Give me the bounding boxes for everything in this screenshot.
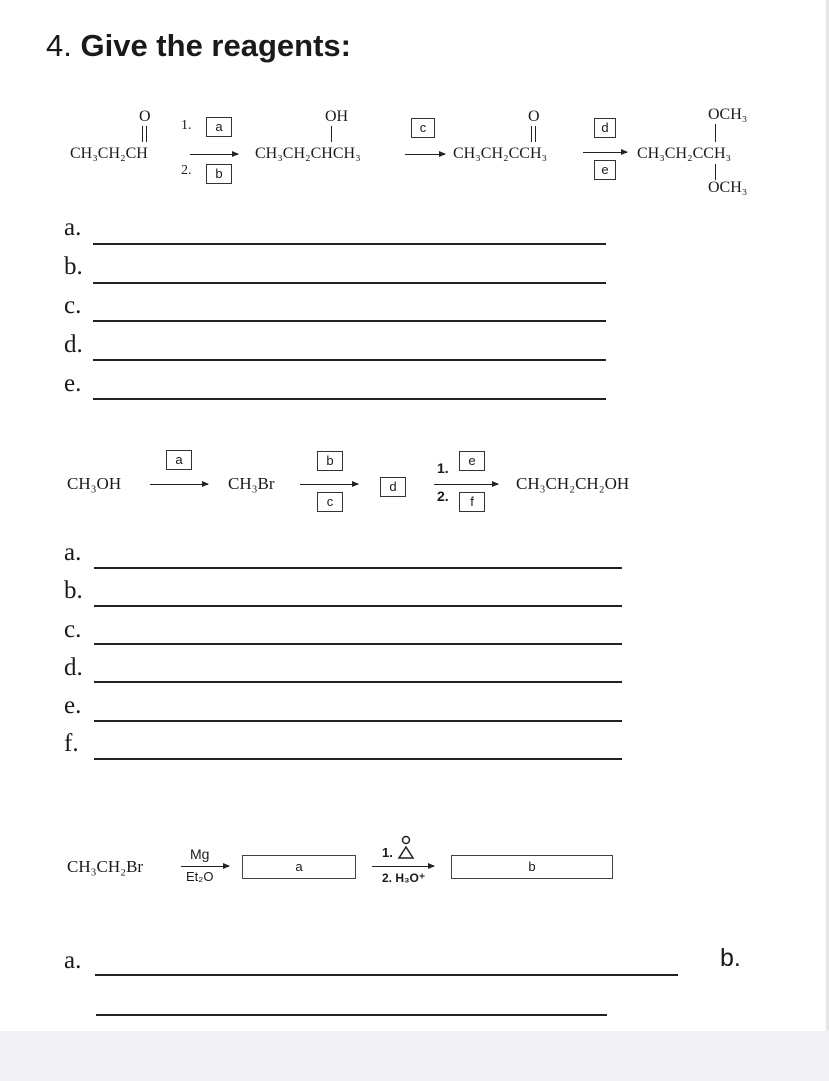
box-f-2: f (459, 492, 485, 512)
question-text: Give the reagents: (80, 28, 351, 63)
answer-line-b-2[interactable] (94, 605, 622, 607)
page-bottom-margin (0, 1031, 829, 1081)
start-molecule: CH₃CH₂CH (70, 145, 148, 162)
intermediate-ketone: CH₃CH₂CCH₃ (453, 145, 548, 162)
question-title (46, 28, 351, 64)
answer-line-d[interactable] (93, 359, 606, 361)
methoxy-bottom-bond (715, 164, 716, 180)
answer-line-a-3[interactable] (95, 974, 678, 976)
answer-label-b: b. (64, 253, 83, 280)
reaction-arrow-2 (405, 154, 445, 155)
box-d-2: d (380, 477, 406, 497)
carbonyl-oxygen: O (139, 108, 151, 125)
step-2-label: 2. (181, 163, 192, 178)
answer-line-b[interactable] (93, 282, 606, 284)
step-1-label-2: 1. (437, 460, 449, 476)
ketone-double-bond-2 (535, 126, 536, 142)
box-e: e (594, 160, 616, 180)
box-d: d (594, 118, 616, 138)
carbonyl-double-bond (142, 126, 143, 142)
box-e-2: e (459, 451, 485, 471)
carbonyl-double-bond-2 (146, 126, 147, 142)
question-number: 4. (46, 28, 72, 63)
box-c: c (411, 118, 435, 138)
reaction-arrow-3 (583, 152, 627, 153)
methoxy-top-bond (715, 124, 716, 142)
methoxy-top: OCH₃ (708, 106, 748, 123)
box-a: a (206, 117, 232, 137)
ketone-oxygen: O (528, 108, 540, 125)
answer-line-e-2[interactable] (94, 720, 622, 722)
answer-line-d-2[interactable] (94, 681, 622, 683)
answer-label-a-3: a. (64, 947, 82, 974)
hydroxyl-bond (331, 126, 332, 142)
answer-label-b-3: b. (720, 944, 741, 972)
answer-line-f-2[interactable] (94, 758, 622, 760)
step-1-label-3: 1. (382, 845, 393, 860)
answer-line-c-2[interactable] (94, 643, 622, 645)
reaction-arrow-4 (150, 484, 208, 485)
reaction-arrow-5 (300, 484, 358, 485)
answer-label-c-2: c. (64, 616, 82, 643)
reaction-arrow-6 (434, 484, 498, 485)
epoxide-icon (396, 834, 418, 862)
box-b: b (206, 164, 232, 184)
box-c-2: c (317, 492, 343, 512)
methyl-bromide: CH₃Br (228, 474, 275, 493)
answer-label-b-2: b. (64, 577, 83, 604)
box-a-2: a (166, 450, 192, 470)
product-propanol: CH₃CH₂CH₂OH (516, 474, 630, 493)
answer-label-e: e. (64, 370, 82, 397)
answer-line-c[interactable] (93, 320, 606, 322)
step-2-label-3: 2. H₃O⁺ (382, 871, 426, 885)
answer-line-a-3-continued[interactable] (96, 1014, 607, 1016)
product-ketal: CH₃CH₂CCH₃ (637, 145, 732, 162)
reagent-mg: Mg (190, 846, 210, 862)
answer-label-a: a. (64, 214, 82, 241)
step-1-label: 1. (181, 118, 192, 133)
box-a-3: a (242, 855, 356, 879)
hydroxyl-group: OH (325, 108, 349, 125)
step-2-label-2: 2. (437, 488, 449, 504)
start-ethyl-bromide: CH₃CH₂Br (67, 857, 144, 876)
reagent-ether: Et₂O (186, 869, 214, 884)
reaction-arrow-7 (181, 866, 229, 867)
box-b-3: b (451, 855, 613, 879)
box-b-2: b (317, 451, 343, 471)
answer-label-f-2: f. (64, 730, 79, 757)
answer-line-a[interactable] (93, 243, 606, 245)
answer-label-e-2: e. (64, 692, 82, 719)
ketone-double-bond (531, 126, 532, 142)
answer-label-c: c. (64, 292, 82, 319)
start-methanol: CH₃OH (67, 474, 122, 493)
reaction-arrow-1 (190, 154, 238, 155)
intermediate-alcohol: CH₃CH₂CHCH₃ (255, 145, 361, 162)
reaction-arrow-8 (372, 866, 434, 867)
answer-label-d-2: d. (64, 654, 83, 681)
answer-label-d: d. (64, 331, 83, 358)
answer-line-e[interactable] (93, 398, 606, 400)
answer-label-a-2: a. (64, 539, 82, 566)
methoxy-bottom: OCH₃ (708, 179, 748, 196)
answer-line-a-2[interactable] (94, 567, 622, 569)
